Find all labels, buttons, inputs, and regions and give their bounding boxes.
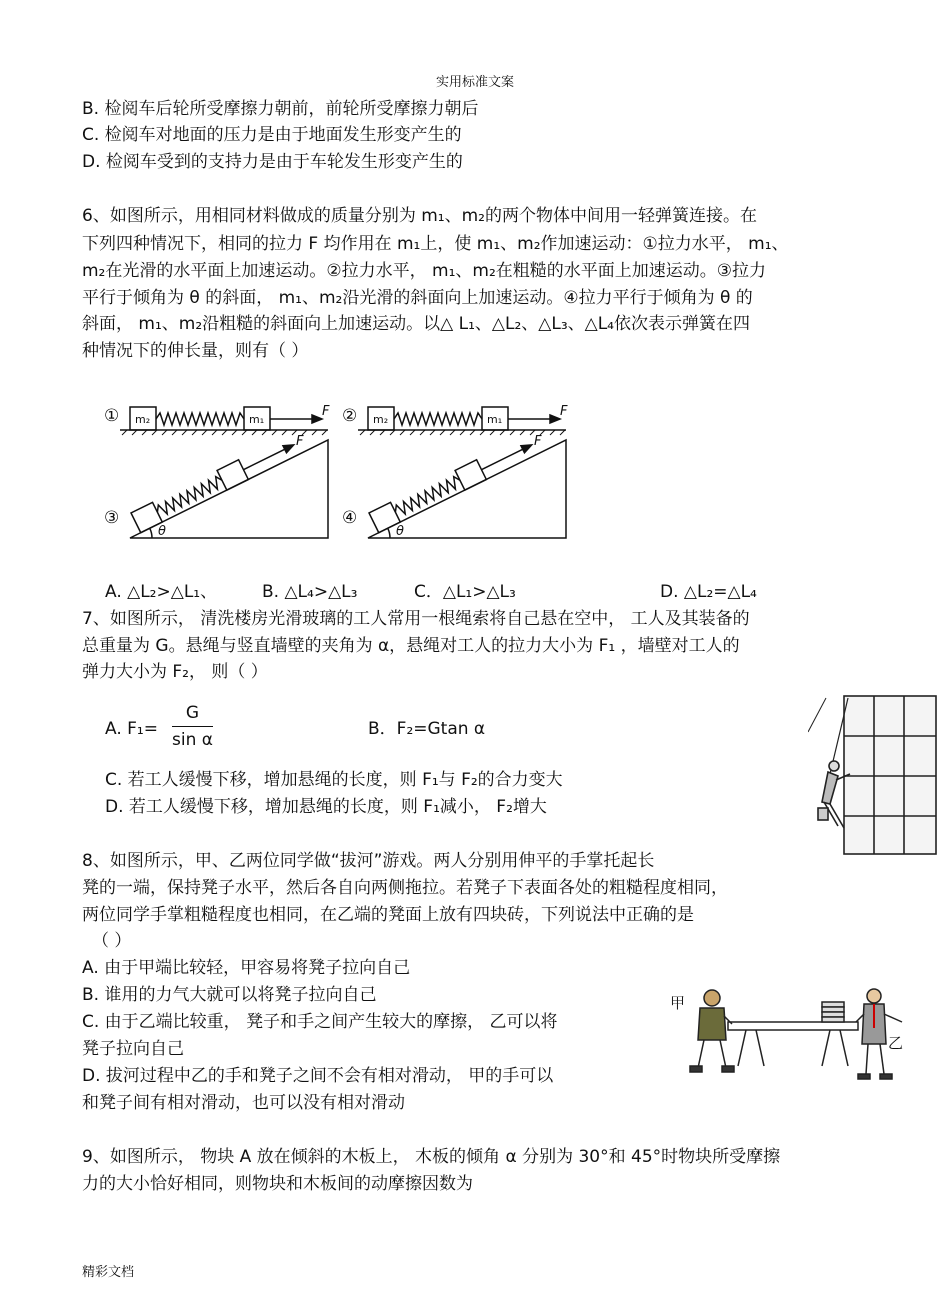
building-wall: [844, 696, 936, 854]
q6-option-c: C．△L₁>△L₃: [414, 582, 516, 602]
block-m1: [217, 460, 248, 490]
q6-text-line-4: 平行于倾角为 θ 的斜面， m₁、m₂沿光滑的斜面向上加速运动。④拉力平行于倾角为 θ 的: [82, 288, 753, 308]
label-2: ②: [342, 406, 358, 426]
theta-arc: [388, 528, 390, 538]
label-f: F: [296, 434, 304, 449]
worker-body: [822, 772, 838, 804]
block-m1: [455, 460, 486, 490]
q8-option-c-line-1: C. 由于乙端比较重， 凳子和手之间产生较大的摩擦， 乙可以将: [82, 1012, 558, 1032]
bench-seat: [728, 1022, 858, 1030]
label-theta: θ: [158, 524, 166, 539]
q8-text-line-1: 8、如图所示，甲、乙两位同学做“拔河”游戏。两人分别用伸平的手掌托起长: [82, 851, 655, 871]
q7-text-line-2: 总重量为 G。悬绳与竖直墙壁的夹角为 α，悬绳对工人的拉力大小为 F₁ ，墙壁对工人的: [82, 636, 740, 656]
q5-option-b: B. 检阅车后轮所受摩擦力朝前，前轮所受摩擦力朝后: [82, 99, 479, 119]
q6-option-d: D. △L₂=△L₄: [660, 582, 757, 602]
label-f: F: [322, 404, 330, 419]
q8-text-line-2: 凳的一端，保持凳子水平，然后各自向两侧拖拉。若凳子下表面各处的粗糙程度相同，: [82, 878, 728, 898]
label-3: ③: [104, 508, 120, 528]
label-m2: m₂: [135, 413, 151, 426]
bucket: [818, 808, 828, 820]
q8-text-line-4: （ ）: [92, 931, 132, 951]
label-m2: m₂: [373, 413, 389, 426]
q8-option-c-line-2: 凳子拉向自己: [82, 1039, 184, 1059]
label-m1: m₁: [487, 413, 503, 426]
q8-option-d-line-2: 和凳子间有相对滑动，也可以没有相对滑动: [82, 1093, 405, 1113]
person-yi-head: [867, 989, 881, 1003]
page-header: 实用标准文案: [435, 75, 514, 90]
person-jia-body: [698, 1008, 726, 1040]
q8-option-b: B. 谁用的力气大就可以将凳子拉向自己: [82, 985, 377, 1005]
fraction-denominator: sin α: [172, 730, 213, 750]
q7-option-a-prefix: A. F₁=: [105, 719, 158, 739]
bench-leg: [738, 1030, 746, 1066]
q6-text-line-6: 种情况下的伸长量，则有（ ）: [82, 341, 309, 361]
label-4: ④: [342, 508, 358, 528]
q7-option-c: C. 若工人缓慢下移，增加悬绳的长度，则 F₁与 F₂的合力变大: [105, 770, 563, 790]
brick: [822, 1017, 844, 1022]
page-footer: 精彩文档: [82, 1265, 135, 1280]
q6-text-line-1: 6、如图所示，用相同材料做成的质量分别为 m₁、m₂的两个物体中间用一轻弹簧连接。在: [82, 206, 757, 226]
q9-text-line-1: 9、如图所示， 物块 A 放在倾斜的木板上， 木板的倾角 α 分别为 30°和 45°时物块所受摩擦: [82, 1147, 781, 1167]
q5-option-c: C. 检阅车对地面的压力是由于地面发生形变产生的: [82, 125, 462, 145]
q8-bench-figure: [668, 978, 914, 1088]
fraction-numerator: G: [172, 702, 213, 727]
q8-option-d-line-1: D. 拔河过程中乙的手和凳子之间不会有相对滑动， 甲的手可以: [82, 1066, 554, 1086]
theta-arc: [150, 528, 152, 538]
q6-text-line-5: 斜面， m₁、m₂沿粗糙的斜面向上加速运动。以△ L₁、△L₂、△L₃、△L₄依次表示弹簧在四: [82, 314, 750, 334]
q7-option-a-fraction: [172, 702, 213, 751]
spring: [394, 413, 482, 425]
q6-figure: [100, 395, 570, 545]
label-m1: m₁: [249, 413, 265, 426]
label-1: ①: [104, 406, 120, 426]
bench-leg: [756, 1030, 764, 1066]
q5-option-d: D. 检阅车受到的支持力是由于车轮发生形变产生的: [82, 152, 463, 172]
q6-option-b: B. △L₄>△L₃: [262, 582, 358, 602]
bench-leg: [822, 1030, 830, 1066]
q7-text-line-1: 7、如图所示， 清洗楼房光滑玻璃的工人常用一根绳索将自己悬在空中， 工人及其装备的: [82, 609, 750, 629]
q7-text-line-3: 弹力大小为 F₂， 则（ ）: [82, 662, 268, 682]
label-f: F: [560, 404, 568, 419]
label-theta: θ: [396, 524, 404, 539]
worker-head: [829, 761, 839, 771]
label-jia: 甲: [670, 994, 686, 1012]
label-yi: 乙: [888, 1034, 904, 1052]
force-arrow: [481, 449, 522, 469]
q9-text-line-2: 力的大小恰好相同，则物块和木板间的动摩擦因数为: [82, 1174, 473, 1194]
label-f: F: [534, 434, 542, 449]
q6-option-a: A. △L₂>△L₁、: [105, 582, 218, 602]
q6-text-line-2: 下列四种情况下，相同的拉力 F 均作用在 m₁上，使 m₁、m₂作加速运动：①拉力水平， m₁、: [82, 234, 789, 254]
q7-window-cleaner-figure: [808, 692, 938, 857]
bench-leg: [840, 1030, 848, 1066]
force-arrow: [243, 449, 284, 469]
person-jia-head: [704, 990, 720, 1006]
q8-text-line-3: 两位同学手掌粗糙程度也相同，在乙端的凳面上放有四块砖，下列说法中正确的是: [82, 905, 694, 925]
q6-text-line-3: m₂在光滑的水平面上加速运动。②拉力水平， m₁、m₂在粗糙的水平面上加速运动。③拉力: [82, 261, 767, 281]
q7-option-b: B．F₂=Gtan α: [368, 719, 486, 739]
q7-option-d: D. 若工人缓慢下移，增加悬绳的长度，则 F₁减小， F₂增大: [105, 797, 547, 817]
spring: [156, 413, 244, 425]
q8-option-a: A. 由于甲端比较轻，甲容易将凳子拉向自己: [82, 958, 411, 978]
